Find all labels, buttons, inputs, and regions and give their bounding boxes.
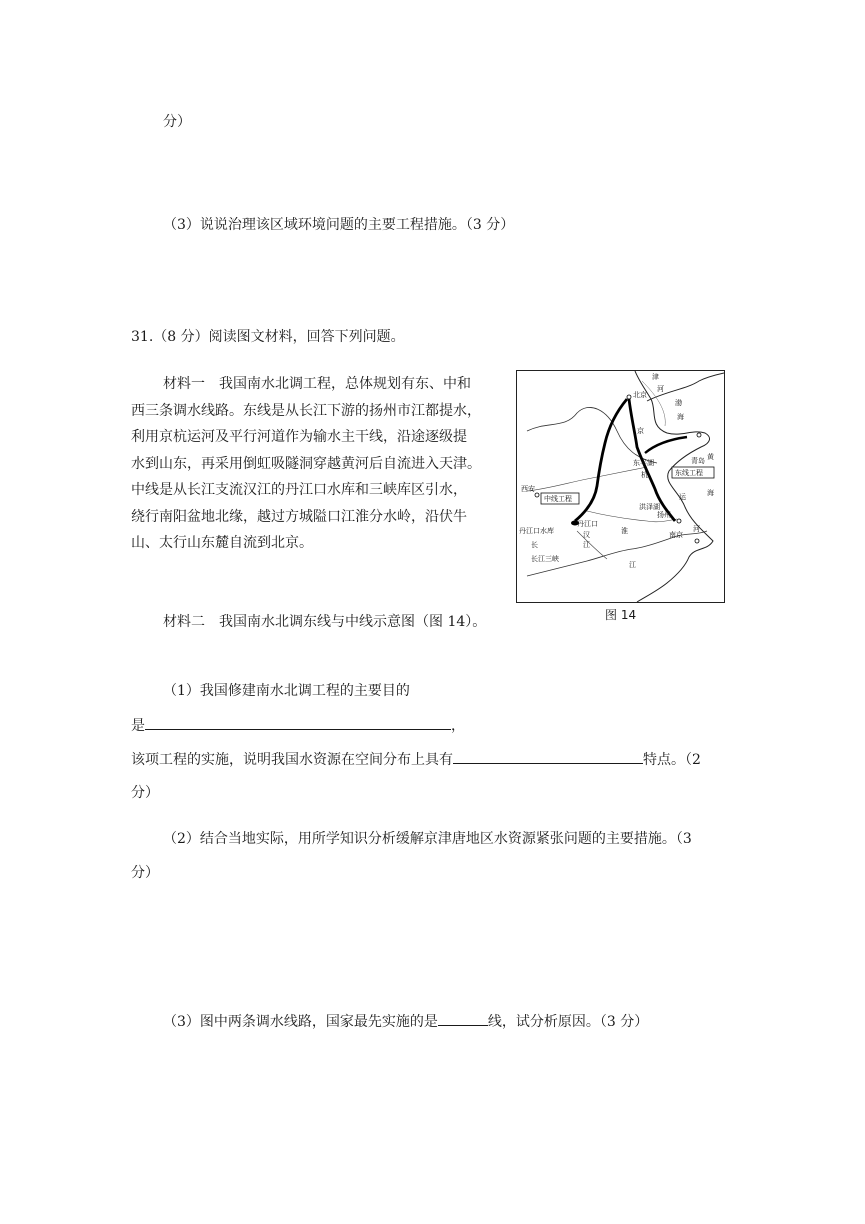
material-1-line: 山、太行山东麓自流到北京。 [131, 535, 313, 551]
water-diversion-map [516, 370, 725, 603]
material-1-line: 利用京杭运河及平行河道作为输水主干线，沿途逐级提 [131, 429, 467, 445]
q1-line2 [131, 715, 465, 736]
material-1 [131, 371, 501, 557]
map-label: 丹江口水库 [519, 527, 554, 535]
map-label: 南京 [669, 531, 683, 539]
q3-line [163, 1011, 648, 1032]
q3-suffix: 线，试分析原因。（3 分） [487, 1014, 649, 1030]
map-label: 汉 [583, 531, 590, 539]
q2-line1: （2）结合当地实际，用所学知识分析缓解京津唐地区水资源紧张问题的主要措施。（3 [163, 831, 692, 847]
answer-blank-purpose[interactable] [145, 715, 451, 730]
q1-line3-suffix: 特点。（2 [643, 752, 701, 768]
map-label: 京 [637, 427, 644, 435]
material-1-line: 绕行南阳盆地北缘，越过方城隘口江淮分水岭，沿伏牛 [131, 508, 467, 525]
previous-question-tail: 分） [163, 114, 191, 130]
answer-blank-distribution[interactable] [453, 749, 643, 764]
map-label: 洪泽湖 [639, 503, 660, 511]
q2-line2: 分） [131, 865, 159, 881]
map-label: 青岛 [691, 457, 705, 465]
map-label: 海 [707, 489, 714, 497]
map-label: 海 [677, 413, 684, 421]
map-label: 长江三峡 [531, 555, 559, 563]
map-label: 江 [583, 541, 590, 549]
figure-caption: 图 14 [605, 608, 637, 622]
map-label: 东平湖 [633, 459, 654, 467]
material-1-line: 中线是从长江支流汉江的丹江口水库和三峡库区引水， [131, 482, 467, 498]
q1-line1: （1）我国修建南水北调工程的主要目的 [163, 683, 410, 699]
map-label: 长 [531, 541, 538, 549]
q1-line3-prefix: 该项工程的实施，说明我国水资源在空间分布上具有 [131, 752, 453, 768]
map-label: 津 [652, 373, 659, 381]
material-1-line: 西三条调水线路。东线是从长江下游的扬州市江都提水， [131, 402, 481, 419]
q3-prefix: （3）图中两条调水线路，国家最先实施的是 [163, 1014, 438, 1030]
map-label-eastern-route: 东线工程 [675, 469, 703, 477]
map-label: 河 [657, 385, 664, 393]
q1-line3 [131, 749, 701, 770]
map-drawing [517, 371, 724, 602]
map-label: 西安 [521, 485, 535, 493]
q1-line2-prefix: 是 [131, 718, 145, 734]
material-1-line: 材料一 我国南水北调工程，总体规划有东、中和 [163, 376, 471, 392]
question-31-header: 31.（8 分）阅读图文材料，回答下列问题。 [131, 329, 405, 345]
material-1-line: 水到山东，再采用倒虹吸隧洞穿越黄河后自流进入天津。 [131, 455, 481, 472]
q1-line4: 分） [131, 785, 159, 801]
map-label: 丹江口 [577, 520, 598, 528]
q1-line2-suffix: ， [451, 718, 465, 734]
map-label: 北京 [633, 391, 647, 399]
map-label-middle-route: 中线工程 [544, 495, 572, 503]
map-label: 河 [693, 525, 700, 533]
map-label: 扬州 [657, 511, 671, 519]
map-label: 淮 [621, 527, 628, 535]
material-2: 材料二 我国南水北调东线与中线示意图（图 14）。 [163, 614, 487, 630]
map-label: 杭 [641, 471, 648, 479]
answer-blank-first-route[interactable] [438, 1011, 488, 1026]
map-label: 黄 [707, 453, 714, 461]
map-label: 渤 [675, 399, 682, 407]
map-label: 运 [679, 493, 686, 501]
map-label: 江 [629, 561, 636, 569]
previous-question-3: （3）说说治理该区域环境问题的主要工程措施。（3 分） [163, 217, 515, 233]
